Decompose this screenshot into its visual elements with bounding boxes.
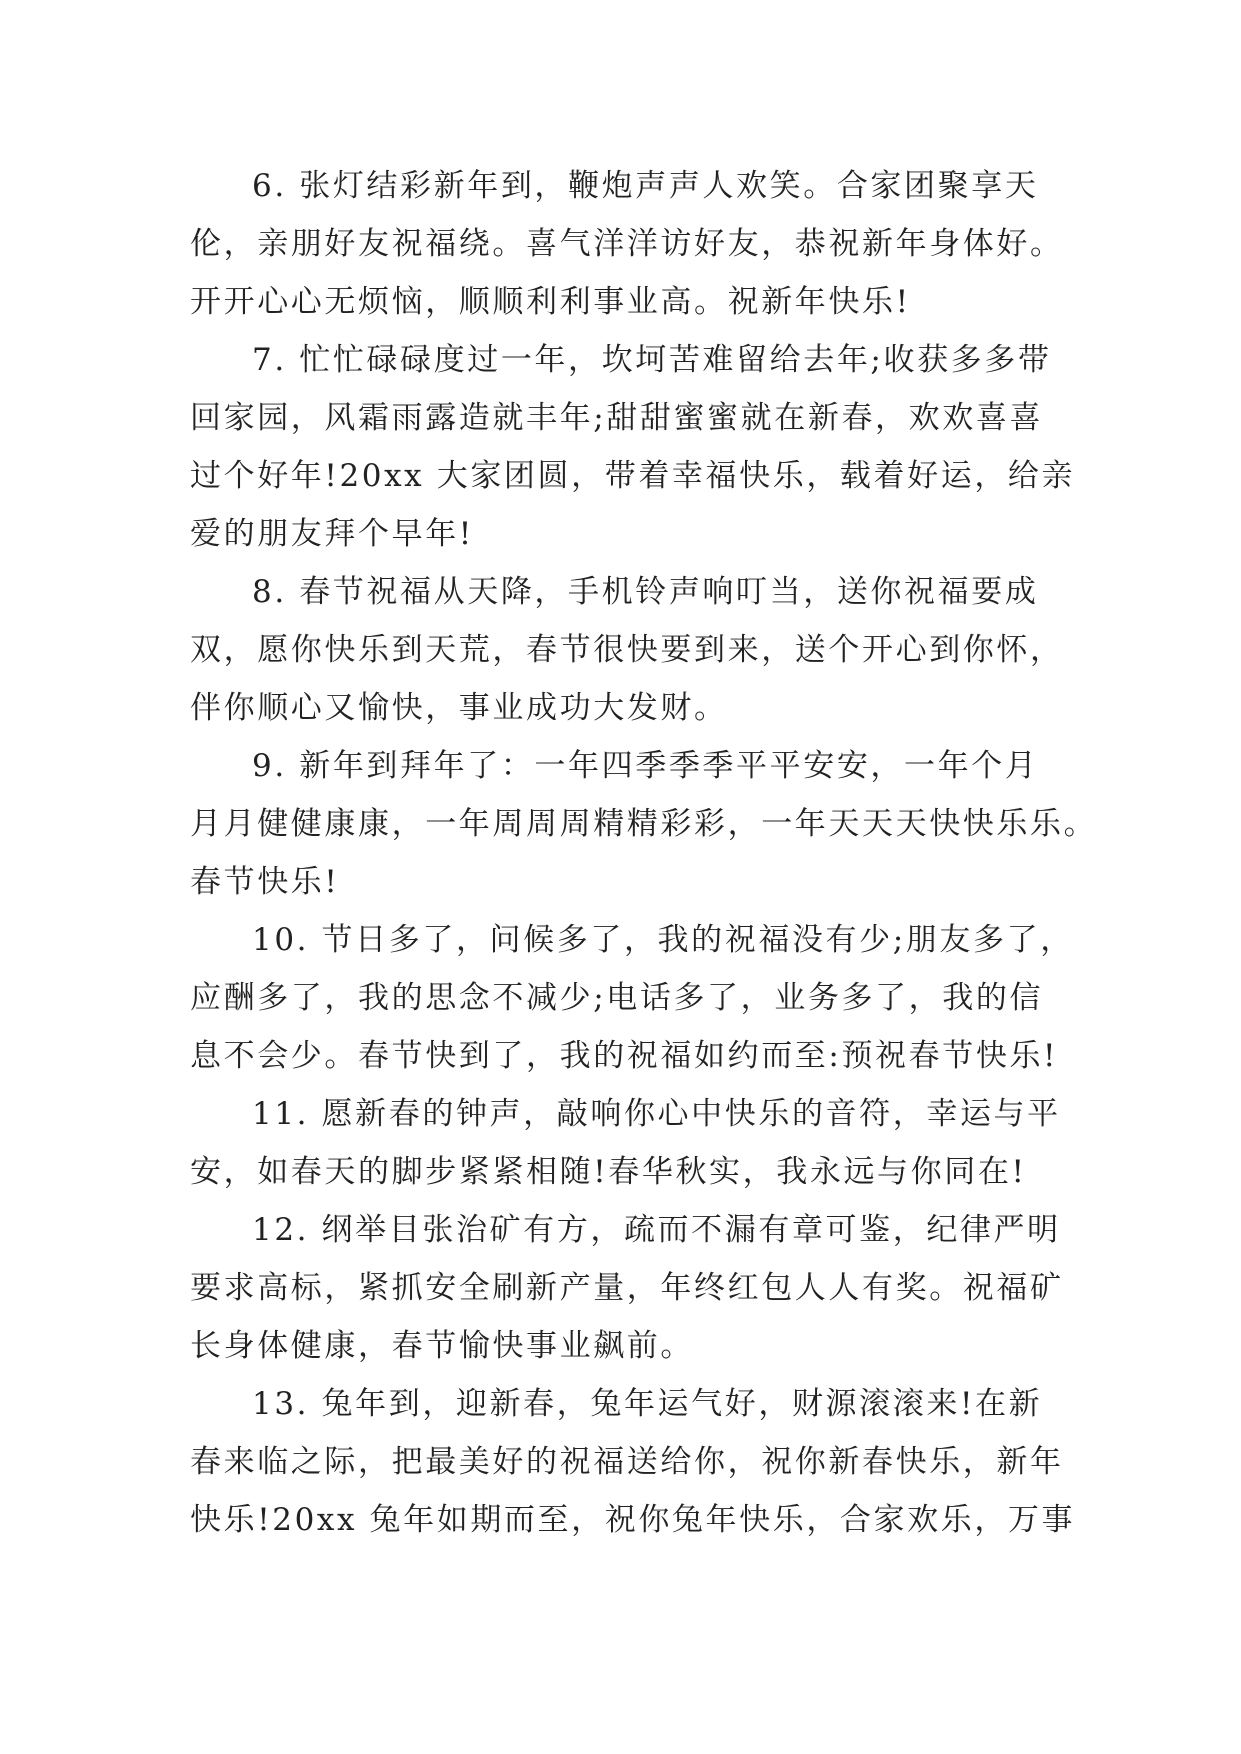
- paragraph-10-line: 息不会少。春节快到了，我的祝福如约而至:预祝春节快乐!: [190, 1038, 1059, 1074]
- paragraph-7-line: 7. 忙忙碌碌度过一年，坎坷苦难留给去年;收获多多带: [252, 342, 1052, 378]
- paragraph-13-line: 快乐!20xx 兔年如期而至，祝你兔年快乐，合家欢乐，万事: [190, 1502, 1076, 1538]
- paragraph-12-line: 要求高标，紧抓安全刷新产量，年终红包人人有奖。祝福矿: [190, 1270, 1064, 1306]
- paragraph-8-line: 伴你顺心又愉快，事业成功大发财。: [190, 690, 728, 726]
- document-body: [190, 157, 1098, 1549]
- paragraph-9-line: 春节快乐!: [190, 864, 340, 900]
- paragraph-8-line: 双，愿你快乐到天荒，春节很快要到来，送个开心到你怀，: [190, 632, 1064, 668]
- paragraph-7-line: 回家园，风霜雨露造就丰年;甜甜蜜蜜就在新春，欢欢喜喜: [190, 400, 1044, 436]
- paragraph-10-line: 10. 节日多了，问候多了，我的祝福没有少;朋友多了，: [252, 922, 1074, 958]
- paragraph-12-line: 长身体健康，春节愉快事业飙前。: [190, 1328, 694, 1364]
- paragraph-12-line: 12. 纲举目张治矿有方，疏而不漏有章可鉴，纪律严明: [252, 1212, 1061, 1248]
- paragraph-7-line: 爱的朋友拜个早年!: [190, 516, 474, 552]
- paragraph-8-line: 8. 春节祝福从天降，手机铃声响叮当，送你祝福要成: [252, 574, 1039, 610]
- paragraph-6-line: 伦，亲朋好友祝福绕。喜气洋洋访好友，恭祝新年身体好。: [190, 226, 1064, 262]
- paragraph-11-line: 11. 愿新春的钟声，敲响你心中快乐的音符，幸运与平: [252, 1096, 1061, 1132]
- paragraph-6-line: 6. 张灯结彩新年到，鞭炮声声人欢笑。合家团聚享天: [252, 168, 1039, 204]
- paragraph-10-line: 应酬多了，我的思念不减少;电话多了，业务多了，我的信: [190, 980, 1044, 1016]
- paragraph-9-line: 9. 新年到拜年了：一年四季季季平平安安，一年个月: [252, 748, 1039, 784]
- paragraph-13-line: 春来临之际，把最美好的祝福送给你，祝你新春快乐，新年: [190, 1444, 1064, 1480]
- paragraph-7-line: 过个好年!20xx 大家团圆，带着幸福快乐，载着好运，给亲: [190, 458, 1076, 494]
- paragraph-9-line: 月月健健康康，一年周周周精精彩彩，一年天天天快快乐乐。: [190, 806, 1098, 842]
- paragraph-6-line: 开开心心无烦恼，顺顺利利事业高。祝新年快乐!: [190, 284, 911, 320]
- paragraph-11-line: 安，如春天的脚步紧紧相随!春华秋实，我永远与你同在!: [190, 1154, 1027, 1190]
- paragraph-13-line: 13. 兔年到，迎新春，兔年运气好，财源滚滚来!在新: [252, 1386, 1043, 1422]
